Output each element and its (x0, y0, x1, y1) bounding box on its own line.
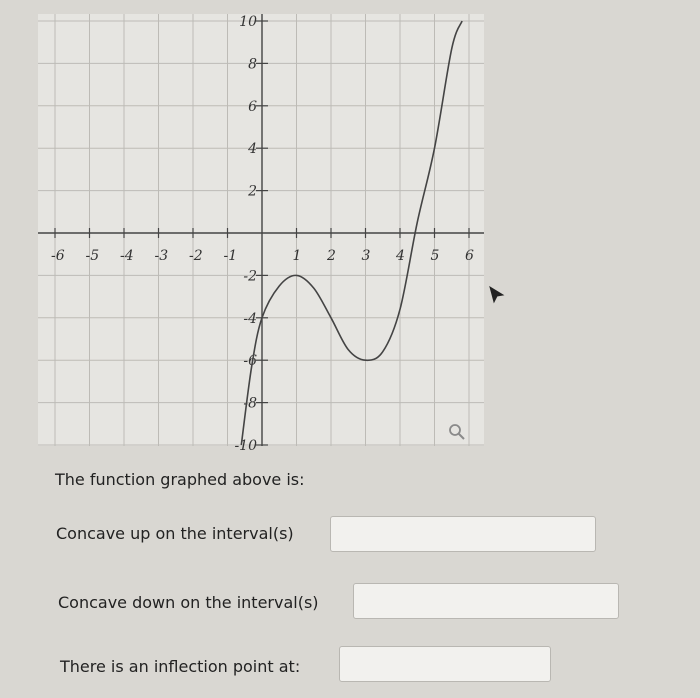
y-tick-label: -2 (243, 268, 257, 285)
y-tick-label: -10 (234, 438, 257, 454)
x-tick-label: 1 (292, 248, 302, 264)
inflection-point-input[interactable] (339, 646, 551, 682)
x-tick-label: -2 (189, 248, 203, 264)
concave-up-input[interactable] (330, 516, 596, 552)
concave-down-input[interactable] (353, 583, 619, 619)
y-tick-label: 10 (239, 14, 257, 30)
inflection-point-label: There is an inflection point at: (60, 657, 301, 676)
x-tick-label: 4 (396, 248, 405, 264)
y-tick-label: -4 (243, 310, 257, 327)
y-tick-label: 6 (248, 98, 257, 115)
x-tick-label: 6 (465, 248, 474, 264)
y-tick-label: -8 (243, 395, 257, 412)
x-tick-label: -1 (223, 248, 238, 264)
y-tick-label: 2 (248, 183, 257, 200)
x-tick-label: 2 (327, 248, 336, 264)
x-tick-label: -5 (85, 248, 100, 264)
question-title: The function graphed above is: (55, 470, 305, 489)
x-tick-label: -6 (51, 248, 65, 264)
x-tick-label: 3 (361, 248, 371, 264)
y-tick-label: -6 (243, 353, 257, 370)
mouse-pointer-icon (490, 287, 503, 302)
graph-background (38, 14, 484, 446)
x-tick-label: -3 (154, 248, 169, 264)
concave-down-label: Concave down on the interval(s) (58, 593, 319, 612)
x-tick-label: -4 (120, 248, 134, 264)
y-tick-label: 8 (248, 56, 257, 73)
concave-up-label: Concave up on the interval(s) (56, 524, 294, 543)
x-tick-label: 5 (430, 248, 440, 264)
y-tick-label: 4 (248, 141, 257, 158)
